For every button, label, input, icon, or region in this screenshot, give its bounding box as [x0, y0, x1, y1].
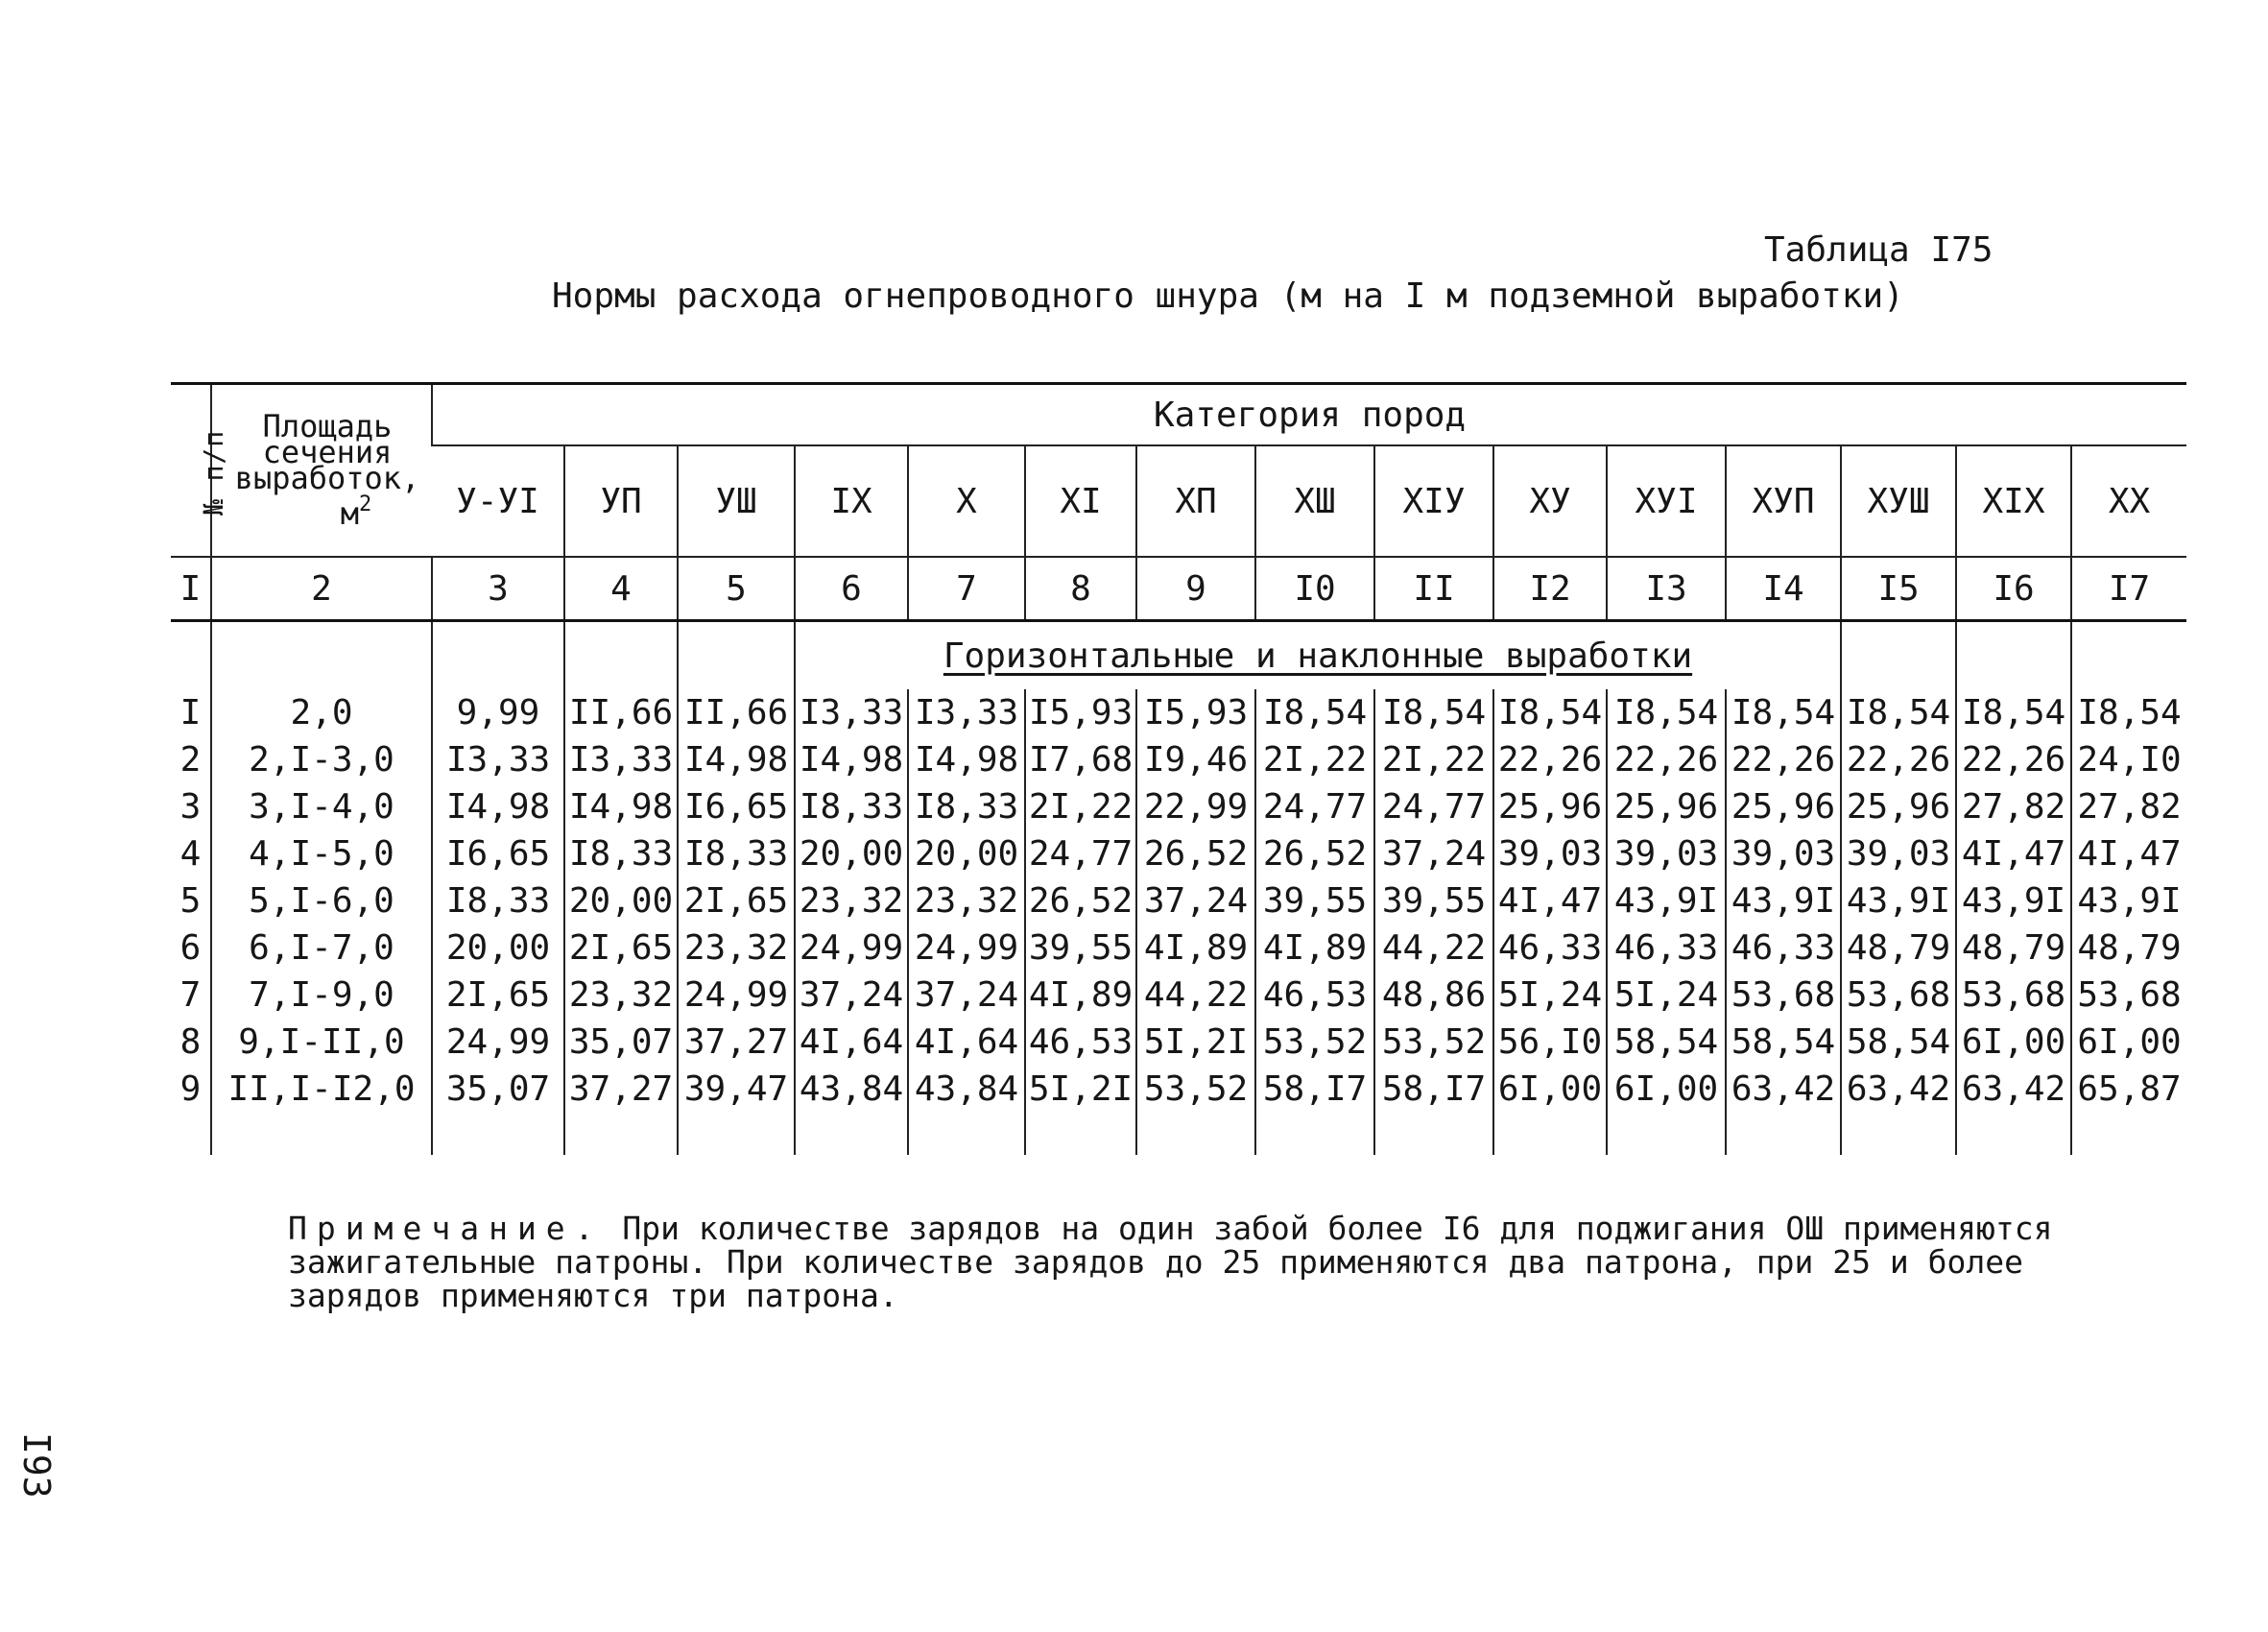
table-cell: 4I,89: [1025, 972, 1136, 1019]
category-header: XУI: [1607, 445, 1726, 557]
table-cell: I5,93: [1025, 689, 1136, 736]
table-cell: 23,32: [908, 877, 1025, 924]
category-header: IX: [795, 445, 908, 557]
row-number: 6: [179, 928, 202, 968]
table-cell: 5I,24: [1493, 972, 1607, 1019]
table-cell: 53,52: [1136, 1066, 1255, 1113]
table-cell: 25,96: [1726, 783, 1841, 830]
table-cell: I4,98: [678, 736, 795, 783]
table-cell: I3,33: [564, 736, 678, 783]
category-header: XIУ: [1374, 445, 1493, 557]
table-cell: I4,98: [795, 736, 908, 783]
table-cell: 6I,00: [1956, 1019, 2071, 1066]
section-title: Горизонтальные и наклонные выработки: [795, 621, 1841, 690]
category-header: XУШ: [1841, 445, 1956, 557]
table-cell: 24,77: [1374, 783, 1493, 830]
table-cell: 53,68: [2071, 972, 2186, 1019]
category-header: XI: [1025, 445, 1136, 557]
column-number: II: [1374, 557, 1493, 621]
table-cell: 39,55: [1374, 877, 1493, 924]
table-cell: 20,00: [908, 830, 1025, 877]
category-header: XП: [1136, 445, 1255, 557]
category-header: XX: [2071, 445, 2186, 557]
table-cell: I8,33: [432, 877, 564, 924]
table-cell: 2I,22: [1374, 736, 1493, 783]
column-number: 2: [211, 557, 432, 621]
table-cell: 39,55: [1255, 877, 1374, 924]
table-cell: 2I,65: [564, 924, 678, 972]
table-cell: 23,32: [795, 877, 908, 924]
column-number: I6: [1956, 557, 2071, 621]
table-cell: I8,54: [1607, 689, 1726, 736]
row-number: 4: [179, 834, 202, 874]
table-cell: 26,52: [1025, 877, 1136, 924]
table-cell: 58,I7: [1374, 1066, 1493, 1113]
category-header: XУ: [1493, 445, 1607, 557]
table-cell: 22,26: [1726, 736, 1841, 783]
table-cell: 37,24: [1136, 877, 1255, 924]
table-cell: 39,03: [1726, 830, 1841, 877]
norms-table: [171, 382, 2186, 1155]
table-cell: 27,82: [1956, 783, 2071, 830]
column-number: I4: [1726, 557, 1841, 621]
table-cell: 4I,47: [1493, 877, 1607, 924]
category-header: УП: [564, 445, 678, 557]
table-cell: 53,68: [1841, 972, 1956, 1019]
table-cell: 46,33: [1493, 924, 1607, 972]
note: [288, 1212, 2169, 1312]
table-cell: 43,9I: [1607, 877, 1726, 924]
table-cell: 58,54: [1726, 1019, 1841, 1066]
table-cell: 43,84: [795, 1066, 908, 1113]
table-cell: I3,33: [795, 689, 908, 736]
table-cell: I4,98: [432, 783, 564, 830]
table-cell: 43,9I: [1956, 877, 2071, 924]
table-row: [171, 830, 2186, 877]
table-cell: 65,87: [2071, 1066, 2186, 1113]
table-cell: 2I,65: [678, 877, 795, 924]
column-number: 5: [678, 557, 795, 621]
table-cell: I8,54: [1493, 689, 1607, 736]
table-cell: 53,68: [1956, 972, 2071, 1019]
table-row: [171, 972, 2186, 1019]
table-cell: 26,52: [1136, 830, 1255, 877]
row-number: I: [179, 693, 202, 732]
category-header: XIX: [1956, 445, 2071, 557]
column-number: 3: [432, 557, 564, 621]
row-number: 7: [179, 975, 202, 1015]
table-cell: 24,99: [795, 924, 908, 972]
table-row: [171, 877, 2186, 924]
column-number: I7: [2071, 557, 2186, 621]
table-cell: 46,33: [1726, 924, 1841, 972]
table-cell: 24,99: [908, 924, 1025, 972]
table-row: [171, 783, 2186, 830]
table-cell: I9,46: [1136, 736, 1255, 783]
table-cell: I8,54: [1841, 689, 1956, 736]
table-cell: 63,42: [1726, 1066, 1841, 1113]
table-row: [171, 736, 2186, 783]
table-cell: 6I,00: [1607, 1066, 1726, 1113]
category-header: X: [908, 445, 1025, 557]
table-cell: I6,65: [432, 830, 564, 877]
note-lead: Примечание.: [288, 1210, 604, 1247]
table-cell: 44,22: [1374, 924, 1493, 972]
table-cell: 23,32: [678, 924, 795, 972]
column-number: 6: [795, 557, 908, 621]
table-cell: 24,99: [432, 1019, 564, 1066]
column-number: I5: [1841, 557, 1956, 621]
table-cell: 24,77: [1255, 783, 1374, 830]
row-area: 5,I-6,0: [211, 877, 432, 924]
row-number: 8: [179, 1022, 202, 1062]
table-cell: 58,I7: [1255, 1066, 1374, 1113]
table-cell: 4I,64: [908, 1019, 1025, 1066]
table-cell: 5I,2I: [1136, 1019, 1255, 1066]
table-cell: 23,32: [564, 972, 678, 1019]
table-cell: 2I,22: [1025, 783, 1136, 830]
table-cell: 5I,24: [1607, 972, 1726, 1019]
table-cell: I7,68: [1025, 736, 1136, 783]
table-cell: 37,24: [908, 972, 1025, 1019]
table-cell: 56,I0: [1493, 1019, 1607, 1066]
column-number: 9: [1136, 557, 1255, 621]
table-cell: 6I,00: [1493, 1066, 1607, 1113]
table-cell: 39,03: [1493, 830, 1607, 877]
table-cell: 4I,89: [1136, 924, 1255, 972]
table-number: Таблица I75: [1764, 230, 1993, 270]
table-cell: I4,98: [908, 736, 1025, 783]
table-cell: 43,9I: [1841, 877, 1956, 924]
column-number: I: [171, 557, 211, 621]
table-cell: 53,52: [1374, 1019, 1493, 1066]
table-cell: 22,26: [1841, 736, 1956, 783]
table-cell: 39,03: [1607, 830, 1726, 877]
note-text: При количестве зарядов на один забой более I6 для поджигания ОШ применяются зажигательные патроны. При количестве зарядов до 25 применяются два патрона, при 25 и более зарядов применяются три патрона.: [288, 1210, 2053, 1314]
table-cell: 37,24: [795, 972, 908, 1019]
table-cell: II,66: [678, 689, 795, 736]
table-cell: I8,54: [1374, 689, 1493, 736]
header-nnp: № п/п: [171, 384, 211, 558]
table-cell: 2I,22: [1255, 736, 1374, 783]
table-cell: 22,26: [1493, 736, 1607, 783]
table-cell: I8,54: [1956, 689, 2071, 736]
table-cell: 24,99: [678, 972, 795, 1019]
category-header: У-УI: [456, 481, 539, 521]
row-area: II,I-I2,0: [211, 1066, 432, 1113]
table-cell: 37,27: [678, 1019, 795, 1066]
row-number: 9: [179, 1069, 202, 1109]
table-cell: I8,54: [1726, 689, 1841, 736]
table-cell: 22,26: [1607, 736, 1726, 783]
table-cell: I6,65: [678, 783, 795, 830]
header-category-title: Категория пород: [432, 384, 2186, 446]
table-row: [171, 689, 2186, 736]
table-cell: 22,99: [1136, 783, 1255, 830]
row-number: 2: [179, 740, 202, 780]
table-cell: 48,79: [1956, 924, 2071, 972]
table-cell: 4I,64: [795, 1019, 908, 1066]
table-cell: 39,55: [1025, 924, 1136, 972]
table-cell: 63,42: [1841, 1066, 1956, 1113]
table-cell: 24,I0: [2071, 736, 2186, 783]
table-cell: 43,9I: [2071, 877, 2186, 924]
row-area: 2,I-3,0: [211, 736, 432, 783]
table-cell: 39,47: [678, 1066, 795, 1113]
column-number: I3: [1607, 557, 1726, 621]
row-area: 3,I-4,0: [211, 783, 432, 830]
table-row: [171, 924, 2186, 972]
row-area: 9,I-II,0: [211, 1019, 432, 1066]
column-number: I0: [1255, 557, 1374, 621]
table-cell: 20,00: [432, 924, 564, 972]
table-cell: 25,96: [1493, 783, 1607, 830]
table-cell: 20,00: [564, 877, 678, 924]
table-cell: 39,03: [1841, 830, 1956, 877]
table-cell: 27,82: [2071, 783, 2186, 830]
row-area: 6,I-7,0: [211, 924, 432, 972]
header-area: Площадь сечения выработок, $м^2$: [211, 384, 432, 558]
table-cell: 4I,47: [1956, 830, 2071, 877]
table-cell: I8,33: [908, 783, 1025, 830]
table-cell: I8,54: [2071, 689, 2186, 736]
table-cell: 4I,89: [1255, 924, 1374, 972]
table-cell: I8,33: [564, 830, 678, 877]
table-cell: 48,79: [2071, 924, 2186, 972]
table-cell: 58,54: [1841, 1019, 1956, 1066]
table-cell: I3,33: [908, 689, 1025, 736]
table-cell: I5,93: [1136, 689, 1255, 736]
category-header: УШ: [678, 445, 795, 557]
table-cell: 35,07: [564, 1019, 678, 1066]
row-number: 5: [179, 881, 202, 921]
table-cell: 46,53: [1025, 1019, 1136, 1066]
table-cell: 26,52: [1255, 830, 1374, 877]
table-cell: 37,27: [564, 1066, 678, 1113]
table-cell: I8,33: [678, 830, 795, 877]
table-cell: 58,54: [1607, 1019, 1726, 1066]
table-cell: I8,54: [1255, 689, 1374, 736]
row-area: 7,I-9,0: [211, 972, 432, 1019]
table-cell: 35,07: [432, 1066, 564, 1113]
table-cell: 48,79: [1841, 924, 1956, 972]
table-cell: 46,53: [1255, 972, 1374, 1019]
table-cell: 5I,2I: [1025, 1066, 1136, 1113]
page-number: I93: [15, 1432, 58, 1499]
table-title: Нормы расхода огнепроводного шнура (м на I м подземной выработки): [552, 276, 1904, 316]
table-cell: 9,99: [432, 689, 564, 736]
column-number: 4: [564, 557, 678, 621]
table-cell: 6I,00: [2071, 1019, 2186, 1066]
column-number: 7: [908, 557, 1025, 621]
table-cell: 20,00: [795, 830, 908, 877]
column-number: I2: [1493, 557, 1607, 621]
table-cell: I3,33: [432, 736, 564, 783]
table-cell: 63,42: [1956, 1066, 2071, 1113]
table-cell: 2I,65: [432, 972, 564, 1019]
table-cell: 48,86: [1374, 972, 1493, 1019]
table-cell: 44,22: [1136, 972, 1255, 1019]
table-cell: 25,96: [1841, 783, 1956, 830]
table-row: [171, 1066, 2186, 1113]
table-cell: 53,68: [1726, 972, 1841, 1019]
category-header: XШ: [1255, 445, 1374, 557]
row-number: 3: [179, 787, 202, 827]
category-header: XУП: [1726, 445, 1841, 557]
row-area: 2,0: [211, 689, 432, 736]
table-cell: 25,96: [1607, 783, 1726, 830]
table-cell: 37,24: [1374, 830, 1493, 877]
table-cell: 46,33: [1607, 924, 1726, 972]
table-cell: 43,9I: [1726, 877, 1841, 924]
table-cell: I8,33: [795, 783, 908, 830]
table-cell: 22,26: [1956, 736, 2071, 783]
table-cell: 4I,47: [2071, 830, 2186, 877]
table-cell: 53,52: [1255, 1019, 1374, 1066]
table-cell: I4,98: [564, 783, 678, 830]
table-cell: II,66: [564, 689, 678, 736]
row-area: 4,I-5,0: [211, 830, 432, 877]
table-cell: 24,77: [1025, 830, 1136, 877]
table-row: [171, 1019, 2186, 1066]
column-number: 8: [1025, 557, 1136, 621]
table-cell: 43,84: [908, 1066, 1025, 1113]
